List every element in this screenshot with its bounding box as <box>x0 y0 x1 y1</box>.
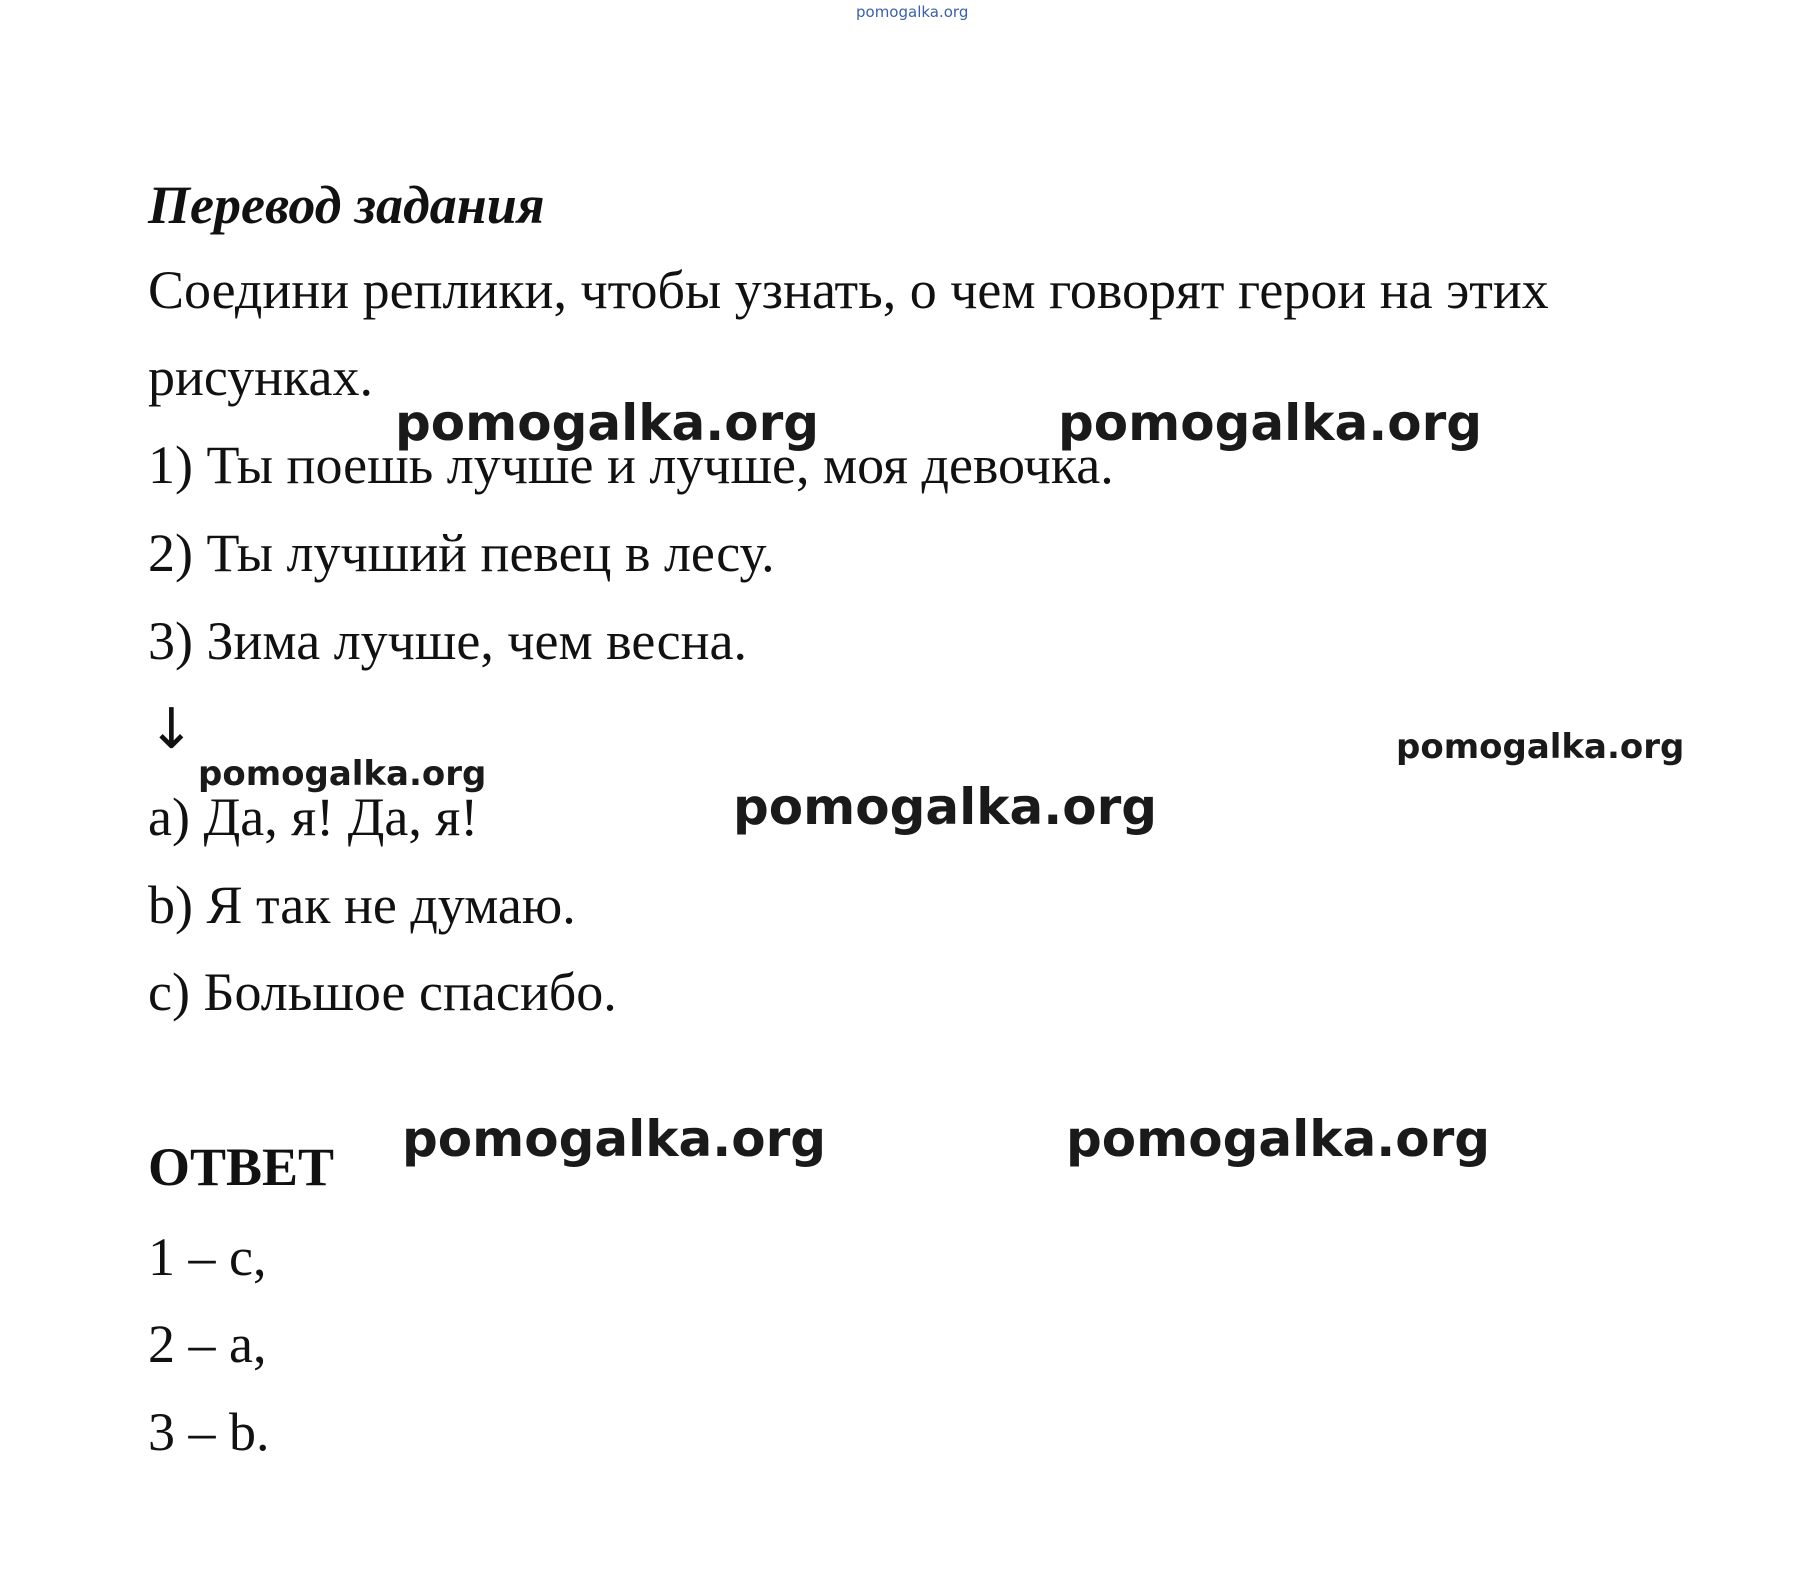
list-item: 2) Ты лучший певец в лесу. <box>148 523 775 583</box>
answer-item: 1 – c, <box>148 1227 267 1287</box>
answer-item: 2 – a, <box>148 1314 267 1374</box>
option-item: b) Я так не думаю. <box>148 875 576 935</box>
instruction-text-line-2: рисунках. <box>148 347 373 407</box>
watermark: pomogalka.org <box>1396 727 1685 767</box>
watermark: pomogalka.org <box>402 1110 827 1168</box>
list-item: 3) Зима лучше, чем весна. <box>148 611 747 671</box>
list-item: 1) Ты поешь лучше и лучше, моя девочка. <box>148 435 1114 495</box>
watermark: pomogalka.org <box>395 394 820 452</box>
header-watermark: pomogalka.org <box>856 3 969 21</box>
option-item: c) Большое спасибо. <box>148 962 617 1022</box>
section-title: Перевод задания <box>148 175 545 235</box>
answer-title: ОТВЕТ <box>148 1137 335 1197</box>
watermark: pomogalka.org <box>733 778 1158 836</box>
watermark: pomogalka.org <box>1066 1110 1491 1168</box>
instruction-text-line-1: Соедини реплики, чтобы узнать, о чем говорят герои на этих <box>148 260 1549 320</box>
option-item: a) Да, я! Да, я! <box>148 787 479 847</box>
answer-item: 3 – b. <box>148 1402 270 1462</box>
watermark: pomogalka.org <box>1058 394 1483 452</box>
watermark: pomogalka.org <box>198 754 487 794</box>
down-arrow-icon: ↓ <box>148 697 195 762</box>
